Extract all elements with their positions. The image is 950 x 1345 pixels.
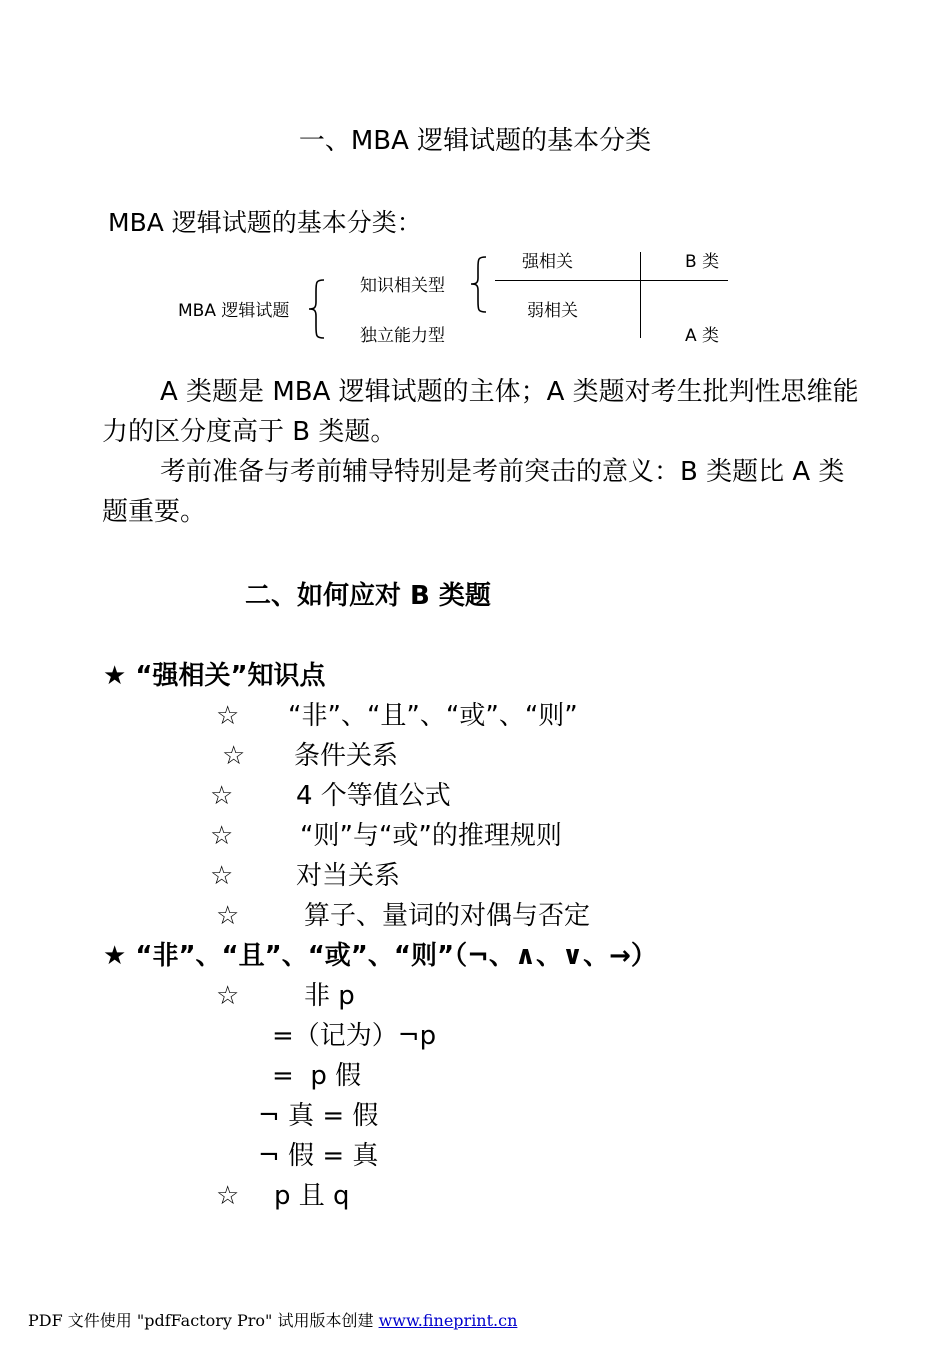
page-title: 一、MBA 逻辑试题的基本分类: [298, 126, 652, 156]
paragraph-2: 考前准备与考前辅导特别是考前突击的意义：B 类题比 A 类题重要。: [102, 457, 845, 527]
star-outline-icon: ☆: [210, 861, 234, 891]
paragraph-1: A 类题是 MBA 逻辑试题的主体；A 类题对考生批判性思维能力的区分度高于 B 类题。: [102, 377, 859, 447]
list-item: ☆ 算子、量词的对偶与否定: [216, 901, 591, 931]
star-outline-icon: ☆: [216, 901, 240, 931]
diagram-vline: [640, 252, 641, 338]
diagram-ability-type: 独立能力型: [360, 326, 445, 346]
left-brace: [306, 278, 328, 340]
diagram-strong: 强相关: [522, 252, 573, 272]
diagram-class-a: A 类: [685, 326, 720, 346]
diagram-class-b: B 类: [685, 252, 720, 272]
star-outline-icon: ☆: [216, 981, 240, 1011]
list-item: ☆ “则”与“或”的推理规则: [210, 821, 562, 851]
list-item: ☆ 对当关系: [210, 861, 401, 891]
formula-line: =（记为）¬p: [272, 1021, 437, 1051]
star-outline-icon: ☆: [210, 821, 234, 851]
star-outline-icon: ☆: [222, 741, 246, 771]
right-brace: [468, 255, 490, 315]
classification-subtitle: MBA 逻辑试题的基本分类：: [108, 208, 422, 237]
group-2-heading: ★ “非”、“且”、“或”、“则”（¬、∧、∨、→）: [103, 941, 657, 971]
diagram-hline: [495, 280, 728, 281]
diagram-knowledge-type: 知识相关型: [360, 276, 445, 296]
list-item: ☆ 4 个等值公式: [210, 781, 451, 811]
formula-line: ¬ 真 = 假: [258, 1101, 379, 1131]
star-outline-icon: ☆: [216, 1181, 240, 1211]
group-1-heading: ★ “强相关”知识点: [103, 661, 326, 691]
diagram-root: MBA 逻辑试题: [178, 301, 290, 321]
diagram-weak: 弱相关: [527, 301, 578, 321]
list-item: ☆ 非 p: [216, 981, 355, 1011]
formula-line: ¬ 假 = 真: [258, 1141, 379, 1171]
footer-text: PDF 文件使用 "pdfFactory Pro" 试用版本创建: [28, 1311, 379, 1330]
formula-line: = p 假: [272, 1061, 362, 1091]
footer-watermark: [28, 1308, 517, 1331]
footer-link[interactable]: www.fineprint.cn: [378, 1311, 518, 1330]
list-item: ☆ p 且 q: [216, 1181, 350, 1211]
list-item: ☆ “非”、“且”、“或”、“则”: [216, 701, 578, 731]
star-outline-icon: ☆: [216, 701, 240, 731]
star-outline-icon: ☆: [210, 781, 234, 811]
section-2-title: 二、如何应对 B 类题: [245, 581, 491, 611]
list-item: ☆ 条件关系: [222, 741, 399, 771]
